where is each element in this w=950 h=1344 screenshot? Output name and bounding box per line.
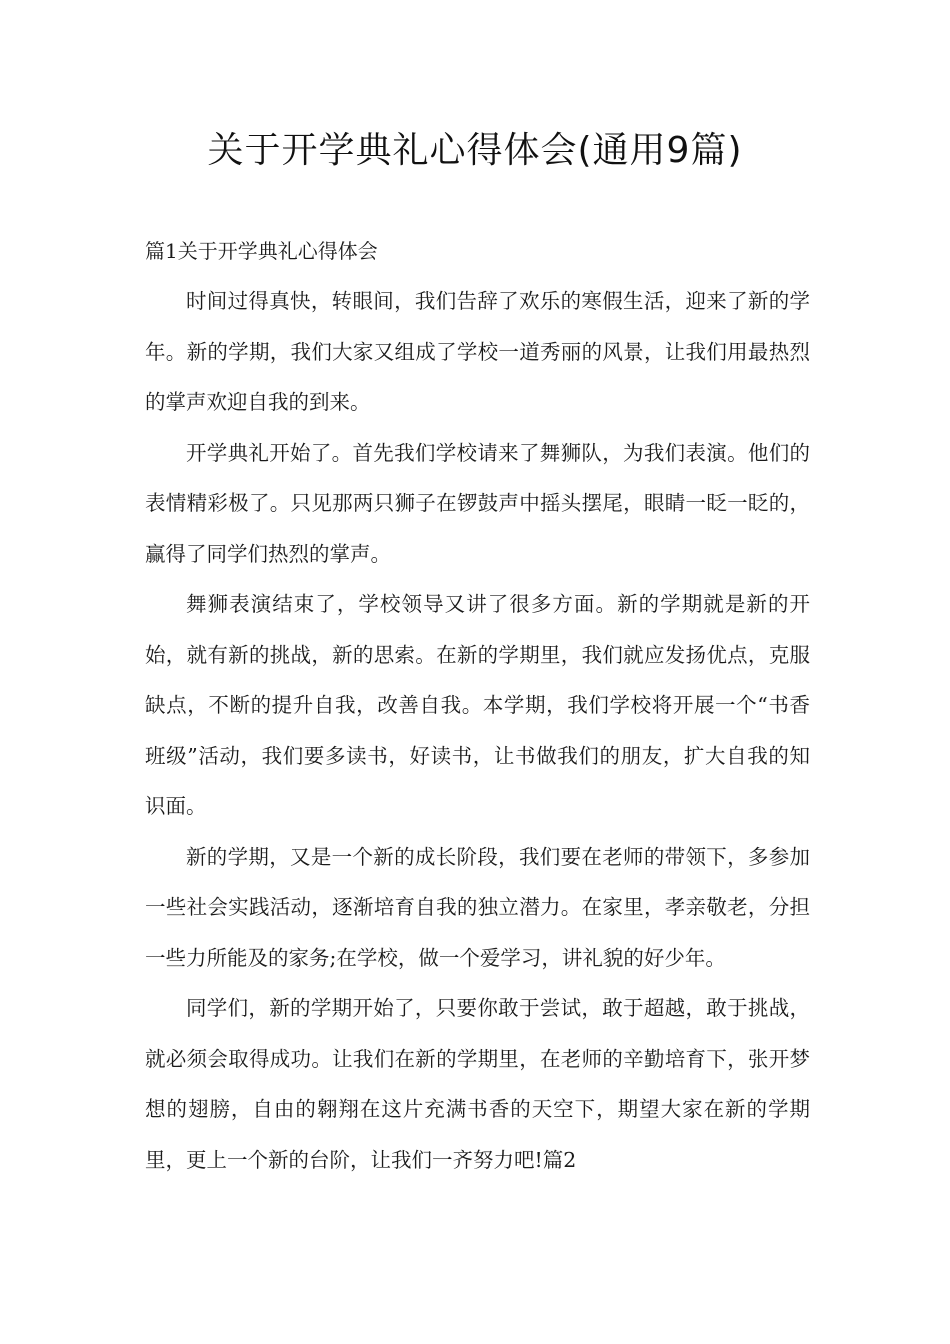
paragraph: 舞狮表演结束了，学校领导又讲了很多方面。新的学期就是新的开始，就有新的挑战，新的思索。在新的学期里，我们就应发扬优点，克服缺点，不断的提升自我，改善自我。本学期，我们学校将开展一个“书香班级”活动，我们要多读书，好读书，让书做我们的朋友，扩大自我的知识面。: [145, 592, 810, 818]
paragraph: 同学们，新的学期开始了，只要你敢于尝试，敢于超越，敢于挑战，就必须会取得成功。让我们在新的学期里，在老师的辛勤培育下，张开梦想的翅膀，自由的翱翔在这片充满书香的天空下，期望大家在新的学期里，更上一个新的台阶，让我们一齐努力吧!篇2: [145, 996, 810, 1172]
document-title: 关于开学典礼心得体会(通用9篇): [207, 130, 743, 171]
paragraph: 时间过得真快，转眼间，我们告辞了欢乐的寒假生活，迎来了新的学年。新的学期，我们大家又组成了学校一道秀丽的风景，让我们用最热烈的掌声欢迎自我的到来。: [145, 289, 810, 414]
paragraph: 开学典礼开始了。首先我们学校请来了舞狮队，为我们表演。他们的表情精彩极了。只见那两只狮子在锣鼓声中摇头摆尾，眼睛一眨一眨的，赢得了同学们热烈的掌声。: [145, 440, 810, 566]
section-heading: 篇1关于开学典礼心得体会: [145, 239, 378, 263]
document-body: [145, 230, 810, 1185]
paragraph: 新的学期，又是一个新的成长阶段，我们要在老师的带领下，多参加一些社会实践活动，逐渐培育自我的独立潜力。在家里，孝亲敬老，分担一些力所能及的家务;在学校，做一个爱学习，讲礼貌的好少年。: [145, 844, 810, 970]
